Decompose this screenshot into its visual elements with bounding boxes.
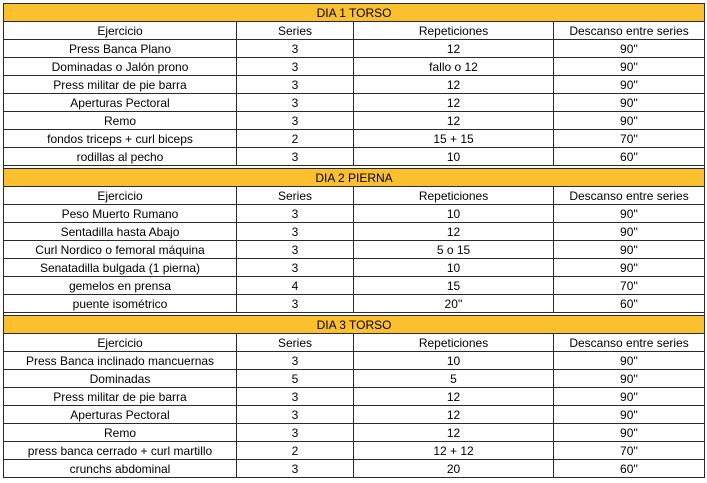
cell-reps: 20 — [354, 460, 554, 478]
cell-rest: 60'' — [554, 148, 705, 166]
cell-exercise: crunchs abdominal — [4, 460, 237, 478]
header-series: Series — [237, 22, 354, 40]
header-ejercicio: Ejercicio — [4, 22, 237, 40]
table-row — [4, 40, 705, 58]
table-row — [4, 370, 705, 388]
cell-rest: 90'' — [554, 94, 705, 112]
day-title: DIA 3 TORSO — [4, 316, 705, 334]
cell-reps: 12 — [354, 223, 554, 241]
cell-series: 2 — [237, 442, 354, 460]
cell-series: 4 — [237, 277, 354, 295]
cell-exercise: Press Banca Plano — [4, 40, 237, 58]
cell-reps: 5 — [354, 370, 554, 388]
table-row — [4, 112, 705, 130]
cell-series: 3 — [237, 388, 354, 406]
header-series: Series — [237, 187, 354, 205]
cell-series: 5 — [237, 370, 354, 388]
cell-rest: 70'' — [554, 442, 705, 460]
cell-exercise: rodillas al pecho — [4, 148, 237, 166]
cell-rest: 90'' — [554, 406, 705, 424]
cell-series: 3 — [237, 112, 354, 130]
cell-reps: 20'' — [354, 295, 554, 313]
header-series: Series — [237, 334, 354, 352]
cell-exercise: press banca cerrado + curl martillo — [4, 442, 237, 460]
cell-reps: 12 — [354, 388, 554, 406]
cell-series: 3 — [237, 223, 354, 241]
cell-exercise: Curl Nordico o femoral máquina — [4, 241, 237, 259]
cell-reps: 12 — [354, 76, 554, 94]
cell-reps: 12 — [354, 94, 554, 112]
cell-exercise: Sentadilla hasta Abajo — [4, 223, 237, 241]
table-row — [4, 94, 705, 112]
cell-reps: 12 — [354, 112, 554, 130]
table-row — [4, 76, 705, 94]
cell-rest: 90'' — [554, 388, 705, 406]
cell-reps: 12 + 12 — [354, 442, 554, 460]
table-body — [4, 4, 705, 478]
column-header-row — [4, 334, 705, 352]
header-ejercicio: Ejercicio — [4, 334, 237, 352]
header-repeticiones: Repeticiones — [354, 187, 554, 205]
cell-reps: 15 — [354, 277, 554, 295]
cell-series: 3 — [237, 241, 354, 259]
table-row — [4, 460, 705, 478]
table-row — [4, 241, 705, 259]
table-row — [4, 259, 705, 277]
cell-rest: 90'' — [554, 370, 705, 388]
cell-exercise: gemelos en prensa — [4, 277, 237, 295]
day-title: DIA 2 PIERNA — [4, 169, 705, 187]
header-repeticiones: Repeticiones — [354, 334, 554, 352]
cell-series: 3 — [237, 352, 354, 370]
cell-rest: 70'' — [554, 130, 705, 148]
cell-exercise: Aperturas Pectoral — [4, 94, 237, 112]
table-row — [4, 277, 705, 295]
cell-rest: 90'' — [554, 40, 705, 58]
table-row — [4, 442, 705, 460]
cell-rest: 60'' — [554, 460, 705, 478]
cell-rest: 90'' — [554, 424, 705, 442]
cell-rest: 90'' — [554, 241, 705, 259]
cell-exercise: Senatadilla bulgada (1 pierna) — [4, 259, 237, 277]
cell-series: 3 — [237, 148, 354, 166]
cell-series: 3 — [237, 94, 354, 112]
cell-series: 3 — [237, 40, 354, 58]
cell-exercise: Press Banca inclinado mancuernas — [4, 352, 237, 370]
cell-series: 3 — [237, 259, 354, 277]
header-descanso: Descanso entre series — [554, 187, 705, 205]
cell-reps: 5 o 15 — [354, 241, 554, 259]
cell-series: 3 — [237, 460, 354, 478]
header-repeticiones: Repeticiones — [354, 22, 554, 40]
cell-rest: 90'' — [554, 259, 705, 277]
cell-exercise: Aperturas Pectoral — [4, 406, 237, 424]
cell-reps: fallo o 12 — [354, 58, 554, 76]
cell-exercise: Remo — [4, 424, 237, 442]
cell-exercise: Dominadas o Jalón prono — [4, 58, 237, 76]
header-descanso: Descanso entre series — [554, 22, 705, 40]
cell-reps: 12 — [354, 40, 554, 58]
cell-series: 2 — [237, 130, 354, 148]
workout-spreadsheet — [3, 3, 704, 478]
table-row — [4, 388, 705, 406]
day-title-row — [4, 169, 705, 187]
cell-reps: 10 — [354, 259, 554, 277]
cell-reps: 10 — [354, 148, 554, 166]
cell-exercise: puente isométrico — [4, 295, 237, 313]
day-title-row — [4, 316, 705, 334]
cell-reps: 12 — [354, 424, 554, 442]
column-header-row — [4, 187, 705, 205]
column-header-row — [4, 22, 705, 40]
table-row — [4, 205, 705, 223]
cell-rest: 90'' — [554, 352, 705, 370]
table-row — [4, 130, 705, 148]
header-ejercicio: Ejercicio — [4, 187, 237, 205]
workout-table — [3, 3, 705, 478]
table-row — [4, 148, 705, 166]
cell-rest: 90'' — [554, 205, 705, 223]
cell-exercise: Dominadas — [4, 370, 237, 388]
table-row — [4, 295, 705, 313]
cell-rest: 70'' — [554, 277, 705, 295]
cell-reps: 10 — [354, 352, 554, 370]
cell-exercise: Remo — [4, 112, 237, 130]
cell-exercise: Peso Muerto Rumano — [4, 205, 237, 223]
cell-rest: 90'' — [554, 223, 705, 241]
header-descanso: Descanso entre series — [554, 334, 705, 352]
cell-reps: 12 — [354, 406, 554, 424]
cell-series: 3 — [237, 424, 354, 442]
day-title-row — [4, 4, 705, 22]
cell-series: 3 — [237, 58, 354, 76]
table-row — [4, 223, 705, 241]
cell-series: 3 — [237, 205, 354, 223]
cell-rest: 90'' — [554, 58, 705, 76]
table-row — [4, 406, 705, 424]
cell-reps: 10 — [354, 205, 554, 223]
cell-reps: 15 + 15 — [354, 130, 554, 148]
cell-rest: 90'' — [554, 76, 705, 94]
cell-rest: 60'' — [554, 295, 705, 313]
cell-series: 3 — [237, 406, 354, 424]
cell-exercise: Press militar de pie barra — [4, 76, 237, 94]
table-row — [4, 58, 705, 76]
cell-series: 3 — [237, 295, 354, 313]
cell-exercise: Press militar de pie barra — [4, 388, 237, 406]
table-row — [4, 352, 705, 370]
cell-series: 3 — [237, 76, 354, 94]
table-row — [4, 424, 705, 442]
day-title: DIA 1 TORSO — [4, 4, 705, 22]
cell-exercise: fondos triceps + curl biceps — [4, 130, 237, 148]
cell-rest: 90'' — [554, 112, 705, 130]
